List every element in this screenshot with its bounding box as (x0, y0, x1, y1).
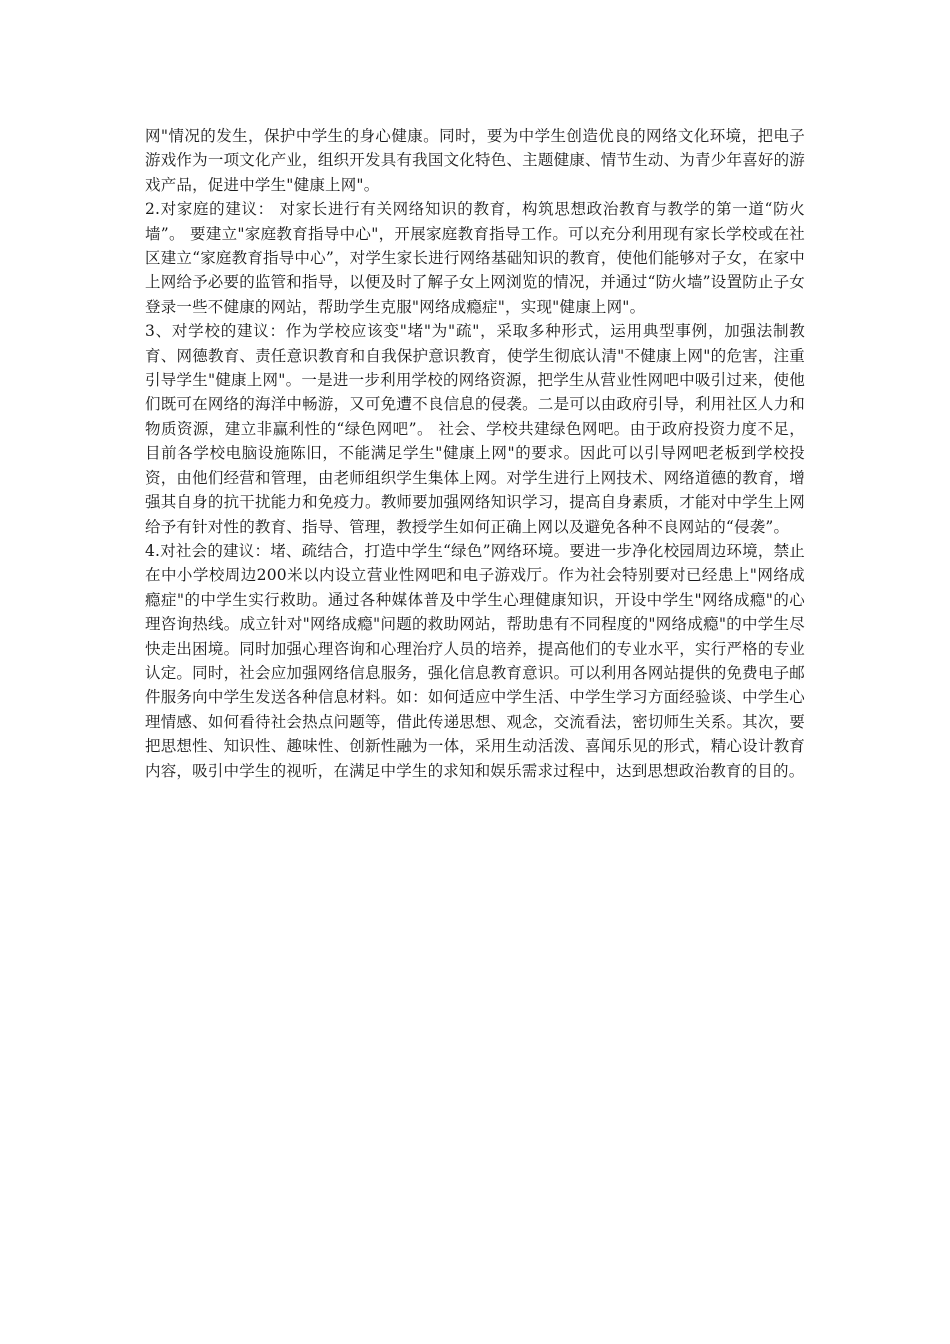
document-body (145, 124, 805, 783)
paragraph-society-suggestions: 4.对社会的建议：堵、疏结合，打造中学生“绿色”网络环境。要进一步净化校园周边环境，禁止在中小学校周边200米以内设立营业性网吧和电子游戏厅。作为社会特别要对已经患上"网络成瘾症"的中学生实行救助。通过各种媒体普及中学生心理健康知识，开设中学生"网络成瘾"的心理咨询热线。成立针对"网络成瘾"问题的救助网站，帮助患有不同程度的"网络成瘾"的中学生尽快走出困境。同时加强心理咨询和心理治疗人员的培养，提高他们的专业水平，实行严格的专业认定。同时，社会应加强网络信息服务，强化信息教育意识。可以利用各网站提供的免费电子邮件服务向中学生发送各种信息材料。如：如何适应中学生活、中学生学习方面经验谈、中学生心理情感、如何看待社会热点问题等，借此传递思想、观念，交流看法，密切师生关系。其次，要把思想性、知识性、趣味性、创新性融为一体，采用生动活泼、喜闻乐见的形式，精心设计教育内容，吸引中学生的视听，在满足中学生的求知和娱乐需求过程中，达到思想政治教育的目的。 (145, 541, 805, 780)
paragraph-continuation: 网"情况的发生，保护中学生的身心健康。同时，要为中学生创造优良的网络文化环境，把电子游戏作为一项文化产业，组织开发具有我国文化特色、主题健康、情节生动、为青少年喜好的游戏产品，促进中学生"健康上网"。 (145, 127, 805, 194)
paragraph-school-suggestions: 3、对学校的建议：作为学校应该变"堵"为"疏"，采取多种形式，运用典型事例，加强法制教育、网德教育、责任意识教育和自我保护意识教育，使学生彻底认清"不健康上网"的危害，注重引导学生"健康上网"。一是进一步利用学校的网络资源，把学生从营业性网吧中吸引过来，使他们既可在网络的海洋中畅游，又可免遭不良信息的侵袭。二是可以由政府引导，利用社区人力和物质资源，建立非赢利性的“绿色网吧”。 社会、学校共建绿色网吧。由于政府投资力度不足，目前各学校电脑设施陈旧，不能满足学生"健康上网"的要求。因此可以引导网吧老板到学校投资，由他们经营和管理，由老师组织学生集体上网。对学生进行上网技术、网络道德的教育，增强其自身的抗干扰能力和免疫力。教师要加强网络知识学习，提高自身素质，才能对中学生上网给予有针对性的教育、指导、管理，教授学生如何正确上网以及避免各种不良网站的“侵袭”。 (145, 322, 805, 536)
paragraph-family-suggestions: 2.对家庭的建议： 对家长进行有关网络知识的教育，构筑思想政治教育与教学的第一道“防火墙”。 要建立"家庭教育指导中心"，开展家庭教育指导工作。可以充分利用现有家长学校或在社区建立“家庭教育指导中心”，对学生家长进行网络基础知识的教育，使他们能够对子女，在家中上网给予必要的监管和指导，以便及时了解子女上网浏览的情况，并通过“防火墙”设置防止子女登录一些不健康的网站，帮助学生克服"网络成瘾症"，实现"健康上网"。 (145, 200, 805, 316)
